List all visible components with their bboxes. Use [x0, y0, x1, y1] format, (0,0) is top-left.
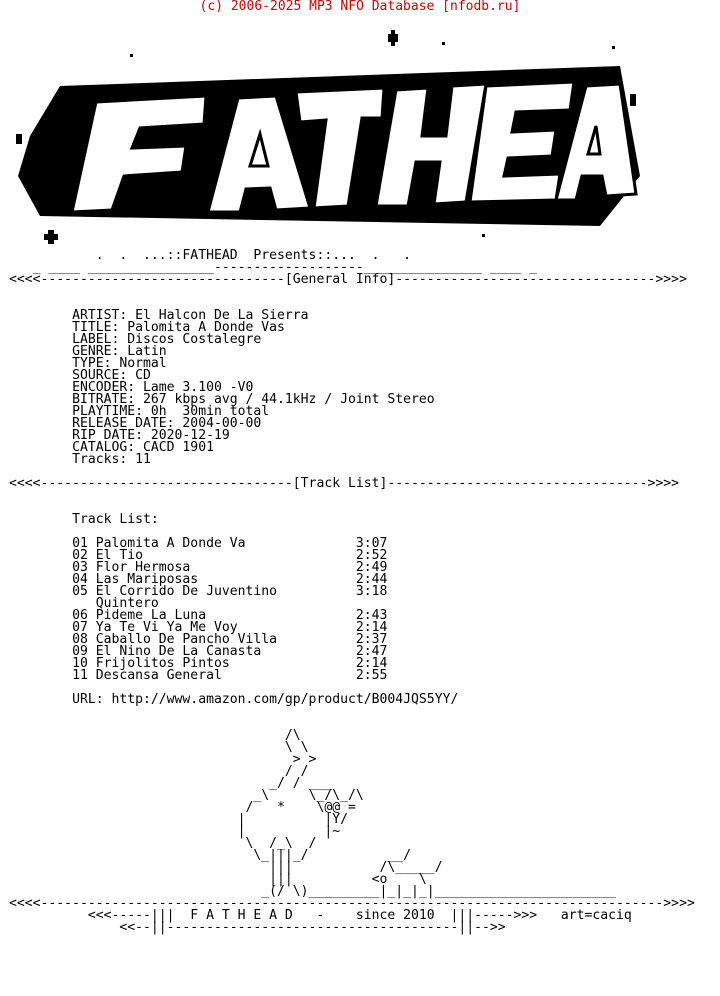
ascii-art-line: _(/ \)_________|_|_|_|_______________________	[9, 884, 616, 899]
label-line: LABEL: Discos Costalegre	[9, 332, 262, 347]
presents-line: . . ...::FATHEAD Presents::... . .	[9, 248, 412, 263]
source-line: SOURCE: CD	[9, 368, 151, 383]
top-rule: _ ____ ________________-------------------_______________ ____ _	[9, 260, 538, 275]
tracks-count-line: Tracks: 11	[9, 452, 151, 467]
track-line: 08 Caballo De Pancho Villa 2:37	[9, 632, 388, 647]
playtime-line: PLAYTIME: 0h 30min total	[9, 404, 270, 419]
track-line: 03 Flor Hermosa 2:49	[9, 560, 388, 575]
track-line: 10 Frijolitos Pintos 2:14	[9, 656, 388, 671]
ascii-art-line: \ \	[9, 740, 309, 755]
nfo-text	[9, 250, 695, 934]
release-date-line: RELEASE DATE: 2004-00-00	[9, 416, 262, 431]
tracklist-heading: Track List:	[9, 512, 159, 527]
track-line: 04 Las Mariposas 2:44	[9, 572, 388, 587]
track-list-header: <<<<--------------------------------[Track List]--------------------------------->>>>	[9, 476, 680, 491]
fathead-logo	[0, 26, 720, 251]
ascii-art-line: \ /_\ /	[9, 836, 317, 851]
ascii-art-line: _/ / ___	[9, 776, 333, 791]
title-line: TITLE: Palomita A Donde Vas	[9, 320, 285, 335]
rip-date-line: RIP DATE: 2020-12-19	[9, 428, 230, 443]
footer-line: <<--||-------------------------------------||-->>	[9, 920, 506, 935]
track-line: Quintero	[9, 596, 159, 611]
track-line: 06 Pideme La Luna 2:43	[9, 608, 388, 623]
ascii-art-line: / * \@@ =	[9, 800, 356, 815]
footer-line: <<<-----||| F A T H E A D - since 2010 |||----->>> art=caciq	[9, 908, 632, 923]
copyright-notice: (c) 2006-2025 MP3 NFO Database [nfodb.ru]	[199, 0, 521, 14]
track-line: 01 Palomita A Donde Va 3:07	[9, 536, 388, 551]
catalog-line: CATALOG: CACD 1901	[9, 440, 214, 455]
ascii-art-line: /\	[9, 728, 301, 743]
ascii-art-line: ||| /\_____/	[9, 860, 443, 875]
ascii-art-line: > >	[9, 752, 317, 767]
blank-line	[9, 490, 695, 502]
ascii-art-line: | |~	[9, 824, 341, 839]
ascii-art-line: ||| <o \	[9, 872, 427, 887]
bitrate-line: BITRATE: 267 kbps avg / 44.1kHz / Joint Stereo	[9, 392, 435, 407]
genre-line: GENRE: Latin	[9, 344, 167, 359]
ascii-art-line: | |Y/	[9, 812, 348, 827]
general-info-header: <<<<-------------------------------[General Info]--------------------------------->>>>	[9, 272, 687, 287]
bottom-rule: <<<<------------------------------------------------------------------------------->>>>	[9, 896, 695, 911]
blank-line	[9, 286, 695, 298]
track-line: 11 Descansa General 2:55	[9, 668, 388, 683]
track-line: 05 El Corrido De Juventino 3:18	[9, 584, 388, 599]
blank-line	[9, 706, 695, 718]
encoder-line: ENCODER: Lame 3.100 -V0	[9, 380, 254, 395]
track-line: 09 El Nino De La Canasta 2:47	[9, 644, 388, 659]
type-line: TYPE: Normal	[9, 356, 167, 371]
ascii-art-line: _\ \_/\_/\	[9, 788, 364, 803]
ascii-art-line: \_|||_/ __/	[9, 848, 412, 863]
artist-line: ARTIST: El Halcon De La Sierra	[9, 308, 309, 323]
ascii-art-line: / /	[9, 764, 309, 779]
url-line: URL: http://www.amazon.com/gp/product/B004JQS5YY/	[9, 692, 459, 707]
track-line: 02 El Tio 2:52	[9, 548, 388, 563]
track-line: 07 Ya Te Vi Ya Me Voy 2:14	[9, 620, 388, 635]
